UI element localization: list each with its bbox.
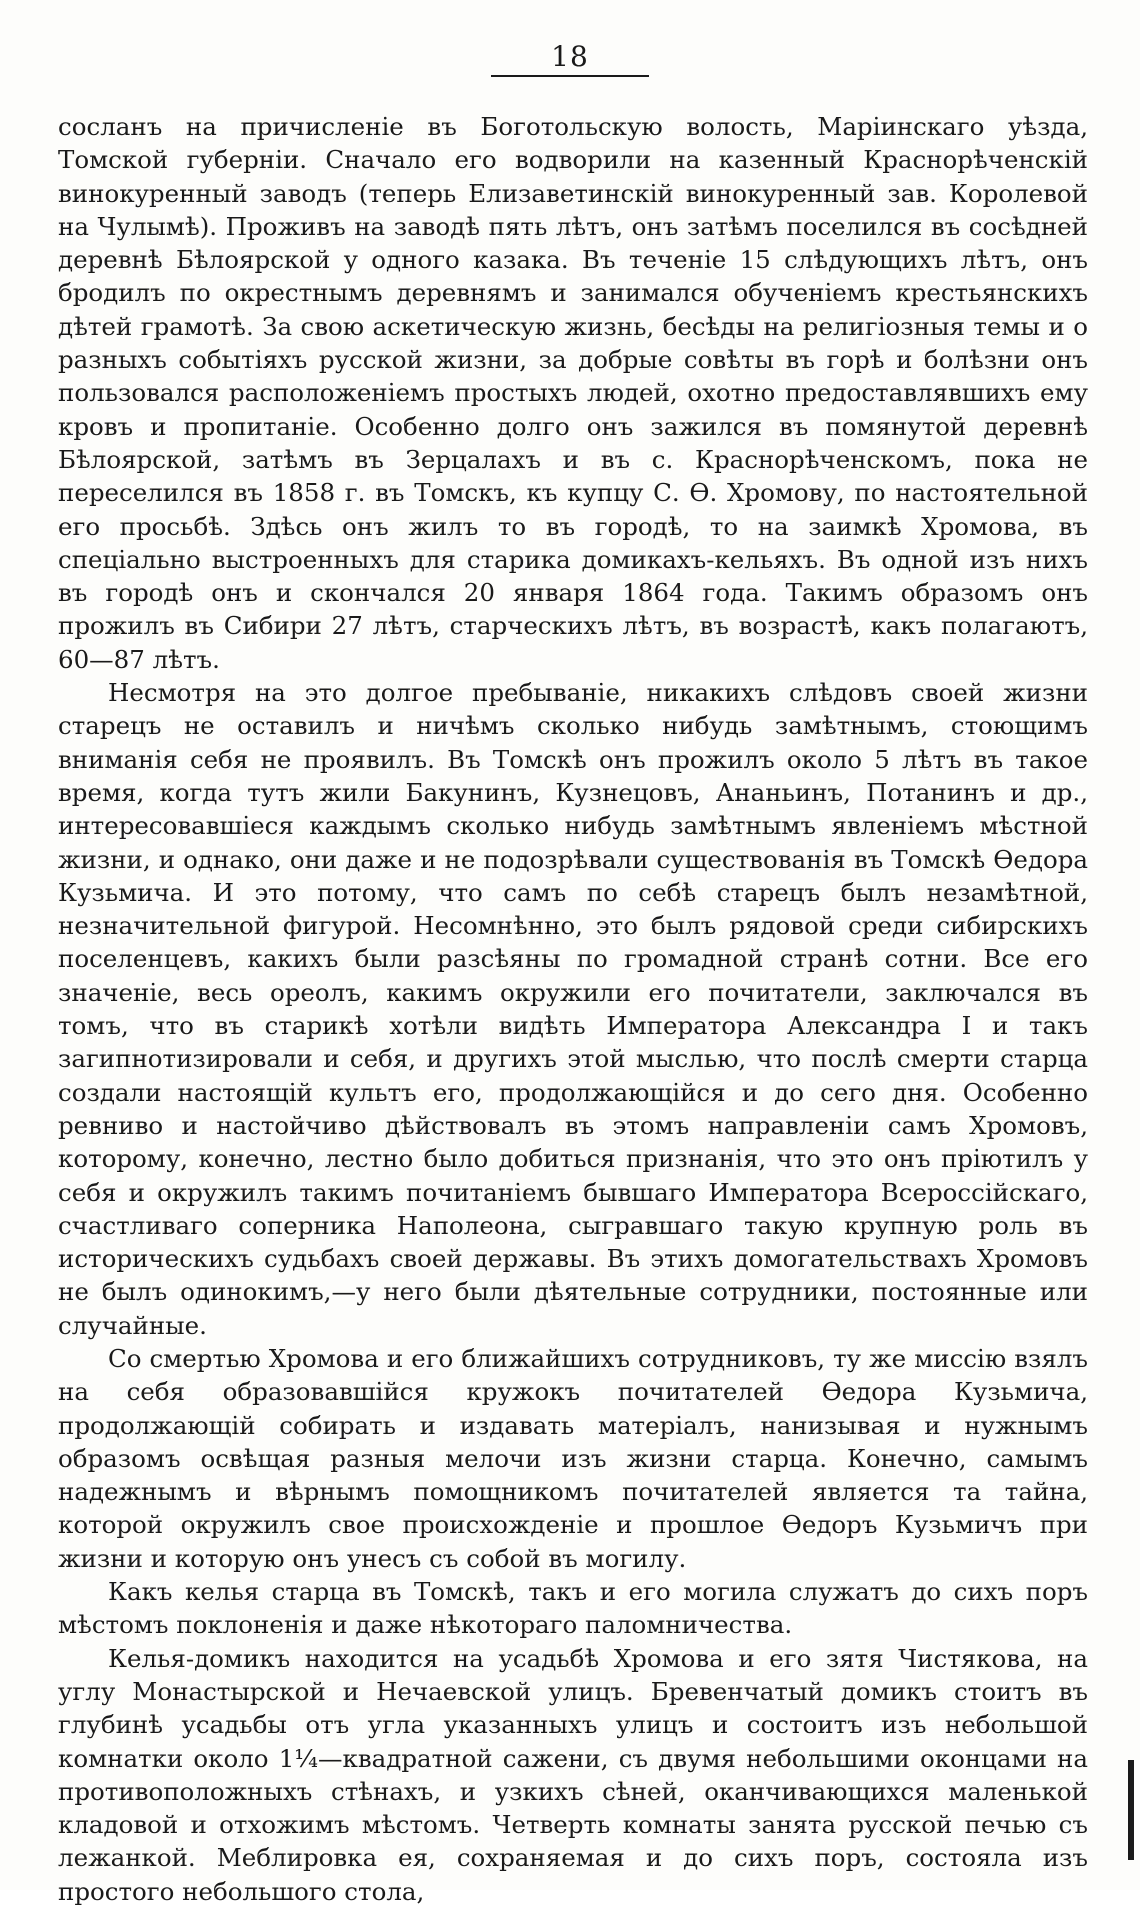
paragraph-3: Со смертью Хромова и его ближайшихъ сотрудниковъ, ту же миссію взялъ на себя образовавшійся кружокъ почитателей Ѳедора Кузьмича, продолжающій собирать и издавать матеріалъ, нанизывая и нужнымъ образомъ освѣщая разныя мелочи изъ жизни старца. Конечно, самымъ надежнымъ и вѣрнымъ помощникомъ почитателей является та тайна, которой окружилъ свое происхожденіе и прошлое Ѳедоръ Кузьмичъ при жизни и которую онъ унесъ съ собой въ могилу. xyxy=(58,1343,1088,1573)
paragraph-1: сосланъ на причисленіе въ Боготольскую волость, Маріинскаго уѣзда, Томской губерніи. Сначало его водворили на казенный Краснорѣченскій винокуренный заводъ (теперь Елизаветинскій винокуренный зав. Королевой на Чулымѣ). Проживъ на заводѣ пять лѣтъ, онъ затѣмъ поселился въ сосѣдней деревнѣ Бѣлоярской у одного казака. Въ теченіе 15 слѣдующихъ лѣтъ, онъ бродилъ по окрестнымъ деревнямъ и занимался обученіемъ крестьянскихъ дѣтей грамотѣ. За свою аскетическую жизнь, бесѣды на религіозныя темы и о разныхъ событіяхъ русской жизни, за добрые совѣты въ горѣ и болѣзни онъ пользовался расположеніемъ простыхъ людей, охотно предоставлявшихъ ему кровъ и пропитаніе. Особенно долго онъ зажился въ помянутой деревнѣ Бѣлоярской, затѣмъ въ Зерцалахъ и въ с. Краснорѣченскомъ, пока не переселился въ 1858 г. въ Томскъ, къ купцу С. Ѳ. Хромову, по настоятельной его просьбѣ. Здѣсь онъ жилъ то въ городѣ, то на заимкѣ Хромова, въ спеціально выстроенныхъ для старика домикахъ-кельяхъ. Въ одной изъ нихъ въ городѣ онъ и скончался 20 января 1864 года. Такимъ образомъ онъ прожилъ въ Сибири 27 лѣтъ, старческихъ лѣтъ, въ возрастѣ, какъ полагаютъ, 60—87 лѣтъ. xyxy=(58,112,1088,674)
page-number xyxy=(0,40,1140,77)
paragraph-5: Келья-домикъ находится на усадьбѣ Хромова и его зятя Чистякова, на углу Монастырской и Нечаевской улицъ. Бревенчатый домикъ стоитъ въ глубинѣ усадьбы отъ угла указанныхъ улицъ и состоитъ изъ небольшой комнатки около 1¼—квадратной сажени, съ двумя небольшими оконцами на противоположныхъ стѣнахъ, и узкихъ сѣней, оканчивающихся маленькой кладовой и отхожимъ мѣстомъ. Четверть комнаты занята русской печью съ лежанкой. Меблировка ея, сохраняемая и до сихъ поръ, состояла изъ простого небольшого стола, xyxy=(58,1643,1088,1906)
page-number-text: 18 xyxy=(491,40,649,77)
body-text xyxy=(58,110,1088,1908)
paragraph-4: Какъ келья старца въ Томскѣ, такъ и его могила служатъ до сихъ поръ мѣстомъ поклоненія и даже нѣкотораго паломничества. xyxy=(58,1577,1088,1640)
paragraph-2: Несмотря на это долгое пребываніе, никакихъ слѣдовъ своей жизни старецъ не оставилъ и ничѣмъ сколько нибудь замѣтнымъ, стоющимъ вниманія себя не проявилъ. Въ Томскѣ онъ прожилъ около 5 лѣтъ въ такое время, когда тутъ жили Бакунинъ, Кузнецовъ, Ананьинъ, Потанинъ и др., интересовавшіеся каждымъ сколько нибудь замѣтнымъ явленіемъ мѣстной жизни, и однако, они даже и не подозрѣвали существованія въ Томскѣ Ѳедора Кузьмича. И это потому, что самъ по себѣ старецъ былъ незамѣтной, незначительной фигурой. Несомнѣнно, это былъ рядовой среди сибирскихъ поселенцевъ, какихъ были разсѣяны по громадной странѣ сотни. Все его значеніе, весь ореолъ, какимъ окружили его почитатели, заключался въ томъ, что въ старикѣ хотѣли видѣть Императора Александра I и такъ загипнотизировали и себя, и другихъ этой мыслью, что послѣ смерти старца создали настоящій культъ его, продолжающійся и до сего дня. Особенно ревниво и настойчиво дѣйствовалъ въ этомъ направленіи самъ Хромовъ, которому, конечно, лестно было добиться признанія, что это онъ пріютилъ у себя и окружилъ такимъ почитаніемъ бывшаго Императора Всероссійскаго, счастливаго соперника Наполеона, сыгравшаго такую крупную роль въ историческихъ судьбахъ своей державы. Въ этихъ домогательствахъ Хромовъ не былъ одинокимъ,—у него были дѣятельные сотрудники, постоянные или случайные. xyxy=(58,678,1088,1340)
margin-ink-mark xyxy=(1128,1760,1134,1860)
